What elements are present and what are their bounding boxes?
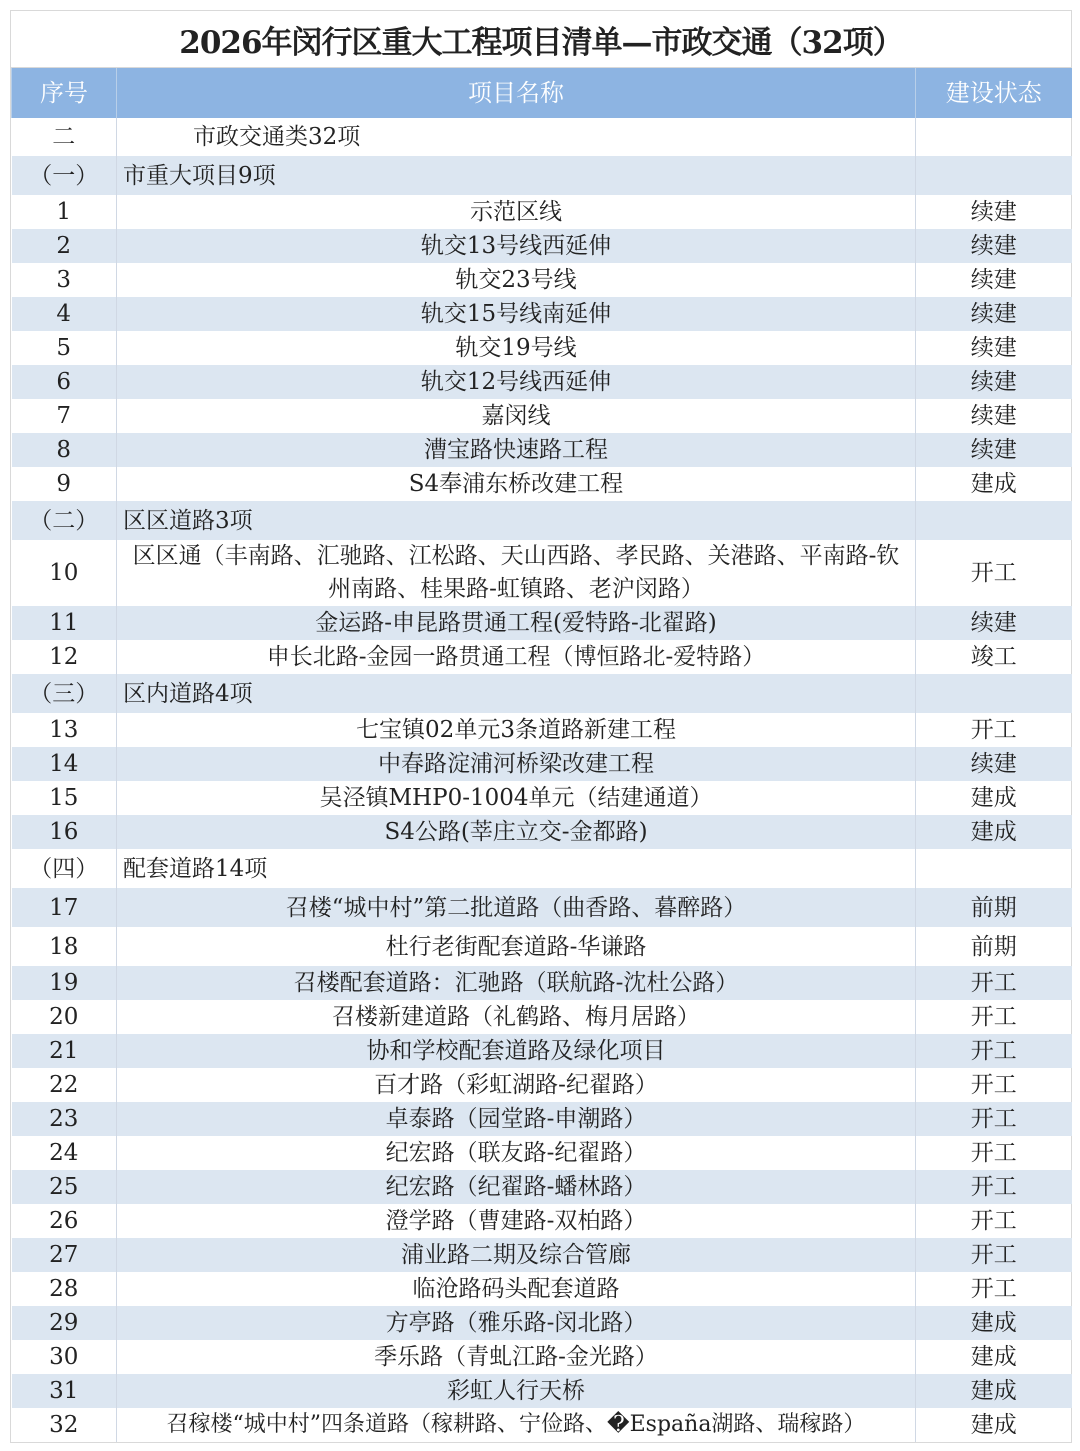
row-no: 7	[56, 403, 72, 429]
empty-cell	[916, 849, 1072, 888]
status: 开工	[916, 1272, 1072, 1306]
category-no: 二	[52, 124, 76, 150]
project-name: 召楼新建道路（礼鹤路、梅月居路）	[117, 1000, 916, 1034]
status: 建成	[916, 815, 1072, 849]
project-name: 纪宏路（联友路-纪翟路）	[117, 1136, 916, 1170]
empty-cell	[916, 118, 1072, 156]
table-row	[12, 1102, 1072, 1136]
table-row	[12, 1340, 1072, 1374]
table-row	[12, 297, 1072, 331]
status: 续建	[916, 399, 1072, 433]
status: 开工	[916, 1000, 1072, 1034]
table-row	[12, 1068, 1072, 1102]
table-row	[12, 888, 1072, 927]
project-name: 浦业路二期及综合管廊	[117, 1238, 916, 1272]
project-name: 中春路淀浦河桥梁改建工程	[117, 747, 916, 781]
row-no: 12	[49, 644, 79, 670]
row-no: 26	[49, 1208, 79, 1234]
header-name: 项目名称	[117, 68, 916, 118]
row-no: 22	[49, 1072, 79, 1098]
row-no: 17	[12, 888, 117, 927]
status: 竣工	[916, 640, 1072, 674]
table-row	[12, 365, 1072, 399]
status: 续建	[916, 331, 1072, 365]
status: 续建	[916, 747, 1072, 781]
table-row	[12, 747, 1072, 781]
status: 开工	[916, 1238, 1072, 1272]
project-table	[11, 68, 1072, 1442]
header-no: 序号	[12, 68, 117, 118]
project-name: 吴泾镇MHP0-1004单元（结建通道）	[117, 781, 916, 815]
table-row	[12, 1136, 1072, 1170]
section-no: （二）	[12, 501, 117, 540]
project-name: 澄学路（曹建路-双柏路）	[117, 1204, 916, 1238]
status: 开工	[916, 1204, 1072, 1238]
project-sheet	[10, 10, 1072, 1443]
status: 开工	[916, 1102, 1072, 1136]
table-row	[12, 1170, 1072, 1204]
table-row	[12, 540, 1072, 606]
row-no: 29	[12, 1306, 117, 1340]
project-name: 召稼楼“城中村”四条道路（稼耕路、宁俭路、�España湖路、瑞稼路）	[117, 1408, 916, 1442]
row-no: 27	[12, 1238, 117, 1272]
table-row	[12, 640, 1072, 674]
table-row	[12, 781, 1072, 815]
section-name: 区区道路3项	[117, 501, 916, 540]
project-name: 协和学校配套道路及绿化项目	[117, 1034, 916, 1068]
project-name: 轨交15号线南延伸	[117, 297, 916, 331]
row-no: 6	[12, 365, 117, 399]
table-row	[12, 1272, 1072, 1306]
empty-cell	[916, 501, 1072, 540]
empty-cell	[916, 156, 1072, 195]
table-row	[12, 713, 1072, 747]
table-row	[12, 1408, 1072, 1442]
row-no: 18	[49, 933, 79, 960]
project-name: 纪宏路（纪翟路-蟠林路）	[117, 1170, 916, 1204]
row-no: 2	[12, 229, 117, 263]
row-no: 1	[56, 199, 72, 225]
status: 建成	[916, 1340, 1072, 1374]
row-no: 16	[12, 815, 117, 849]
row-no: 23	[12, 1102, 117, 1136]
project-name: 轨交19号线	[117, 331, 916, 365]
sheet-title: 2026年闵行区重大工程项目清单—市政交通（32项）	[11, 11, 1071, 68]
row-no: 20	[49, 1004, 79, 1030]
status: 开工	[916, 1136, 1072, 1170]
project-name: 彩虹人行天桥	[117, 1374, 916, 1408]
project-name: S4奉浦东桥改建工程	[117, 467, 916, 501]
project-name: 七宝镇02单元3条道路新建工程	[117, 713, 916, 747]
table-row	[12, 263, 1072, 297]
project-name: 嘉闵线	[117, 399, 916, 433]
table-row	[12, 606, 1072, 640]
project-name: 轨交23号线	[117, 263, 916, 297]
row-no: 19	[12, 966, 117, 1000]
status: 开工	[916, 713, 1072, 747]
section-name: 市重大项目9项	[117, 156, 916, 195]
table-row	[12, 1306, 1072, 1340]
status: 续建	[916, 433, 1072, 467]
empty-cell	[916, 674, 1072, 713]
table-row	[12, 1000, 1072, 1034]
status: 前期	[916, 927, 1072, 966]
project-name: 季乐路（青虬江路-金光路）	[117, 1340, 916, 1374]
row-no: 21	[12, 1034, 117, 1068]
project-name: 轨交13号线西延伸	[117, 229, 916, 263]
table-row	[12, 433, 1072, 467]
row-no: 14	[12, 747, 117, 781]
section-no: （四）	[29, 855, 99, 882]
status: 续建	[916, 195, 1072, 229]
status: 开工	[916, 1170, 1072, 1204]
section-no: （三）	[12, 674, 117, 713]
section-row	[12, 674, 1072, 713]
project-name: S4公路(莘庄立交-金都路)	[117, 815, 916, 849]
row-no: 3	[56, 267, 72, 293]
project-name: 漕宝路快速路工程	[117, 433, 916, 467]
status: 续建	[916, 365, 1072, 399]
row-no: 31	[12, 1374, 117, 1408]
row-no: 9	[56, 471, 72, 497]
table-row	[12, 399, 1072, 433]
table-row	[12, 1238, 1072, 1272]
row-no: 4	[12, 297, 117, 331]
status: 开工	[916, 1034, 1072, 1068]
category-name: 市政交通类32项	[117, 118, 916, 156]
category-row	[12, 118, 1072, 156]
status: 开工	[916, 540, 1072, 606]
table-row	[12, 815, 1072, 849]
row-no: 11	[12, 606, 117, 640]
project-name: 申长北路-金园一路贯通工程（博恒路北-爱特路）	[117, 640, 916, 674]
project-name: 区区通（丰南路、汇驰路、江松路、天山西路、孝民路、关港路、平南路-钦州南路、桂果路-虹镇路、老沪闵路）	[117, 540, 916, 606]
project-name: 杜行老街配套道路-华谦路	[117, 927, 916, 966]
status: 续建	[916, 297, 1072, 331]
status: 开工	[916, 966, 1072, 1000]
status: 续建	[916, 229, 1072, 263]
project-name: 轨交12号线西延伸	[117, 365, 916, 399]
status: 建成	[916, 1306, 1072, 1340]
row-no: 30	[49, 1344, 79, 1370]
section-row	[12, 849, 1072, 888]
status: 建成	[916, 1408, 1072, 1442]
row-no: 28	[49, 1276, 79, 1302]
row-no: 15	[49, 785, 79, 811]
project-name: 临沧路码头配套道路	[117, 1272, 916, 1306]
status: 续建	[916, 263, 1072, 297]
section-name: 配套道路14项	[117, 849, 916, 888]
row-no: 10	[49, 559, 79, 586]
header-row	[12, 68, 1072, 118]
project-name: 召楼“城中村”第二批道路（曲香路、暮醉路）	[117, 888, 916, 927]
status: 建成	[916, 1374, 1072, 1408]
status: 建成	[916, 467, 1072, 501]
table-row	[12, 467, 1072, 501]
table-row	[12, 966, 1072, 1000]
table-row	[12, 927, 1072, 966]
project-name: 召楼配套道路：汇驰路（联航路-沈杜公路）	[117, 966, 916, 1000]
row-no: 8	[12, 433, 117, 467]
table-row	[12, 1204, 1072, 1238]
row-no: 5	[56, 335, 72, 361]
section-row	[12, 156, 1072, 195]
status: 建成	[916, 781, 1072, 815]
table-row	[12, 331, 1072, 365]
row-no: 32	[49, 1412, 79, 1438]
section-no: （一）	[12, 156, 117, 195]
row-no: 24	[49, 1140, 79, 1166]
row-no: 25	[12, 1170, 117, 1204]
table-row	[12, 195, 1072, 229]
project-name: 百才路（彩虹湖路-纪翟路）	[117, 1068, 916, 1102]
table-row	[12, 1034, 1072, 1068]
row-no: 13	[49, 717, 79, 743]
project-name: 卓泰路（园堂路-申潮路）	[117, 1102, 916, 1136]
project-name: 方亭路（雅乐路-闵北路）	[117, 1306, 916, 1340]
status: 前期	[916, 888, 1072, 927]
table-row	[12, 1374, 1072, 1408]
section-row	[12, 501, 1072, 540]
header-status: 建设状态	[916, 68, 1072, 118]
section-name: 区内道路4项	[117, 674, 916, 713]
status: 续建	[916, 606, 1072, 640]
project-name: 金运路-申昆路贯通工程(爱特路-北翟路)	[117, 606, 916, 640]
project-name: 示范区线	[117, 195, 916, 229]
table-row	[12, 229, 1072, 263]
status: 开工	[916, 1068, 1072, 1102]
